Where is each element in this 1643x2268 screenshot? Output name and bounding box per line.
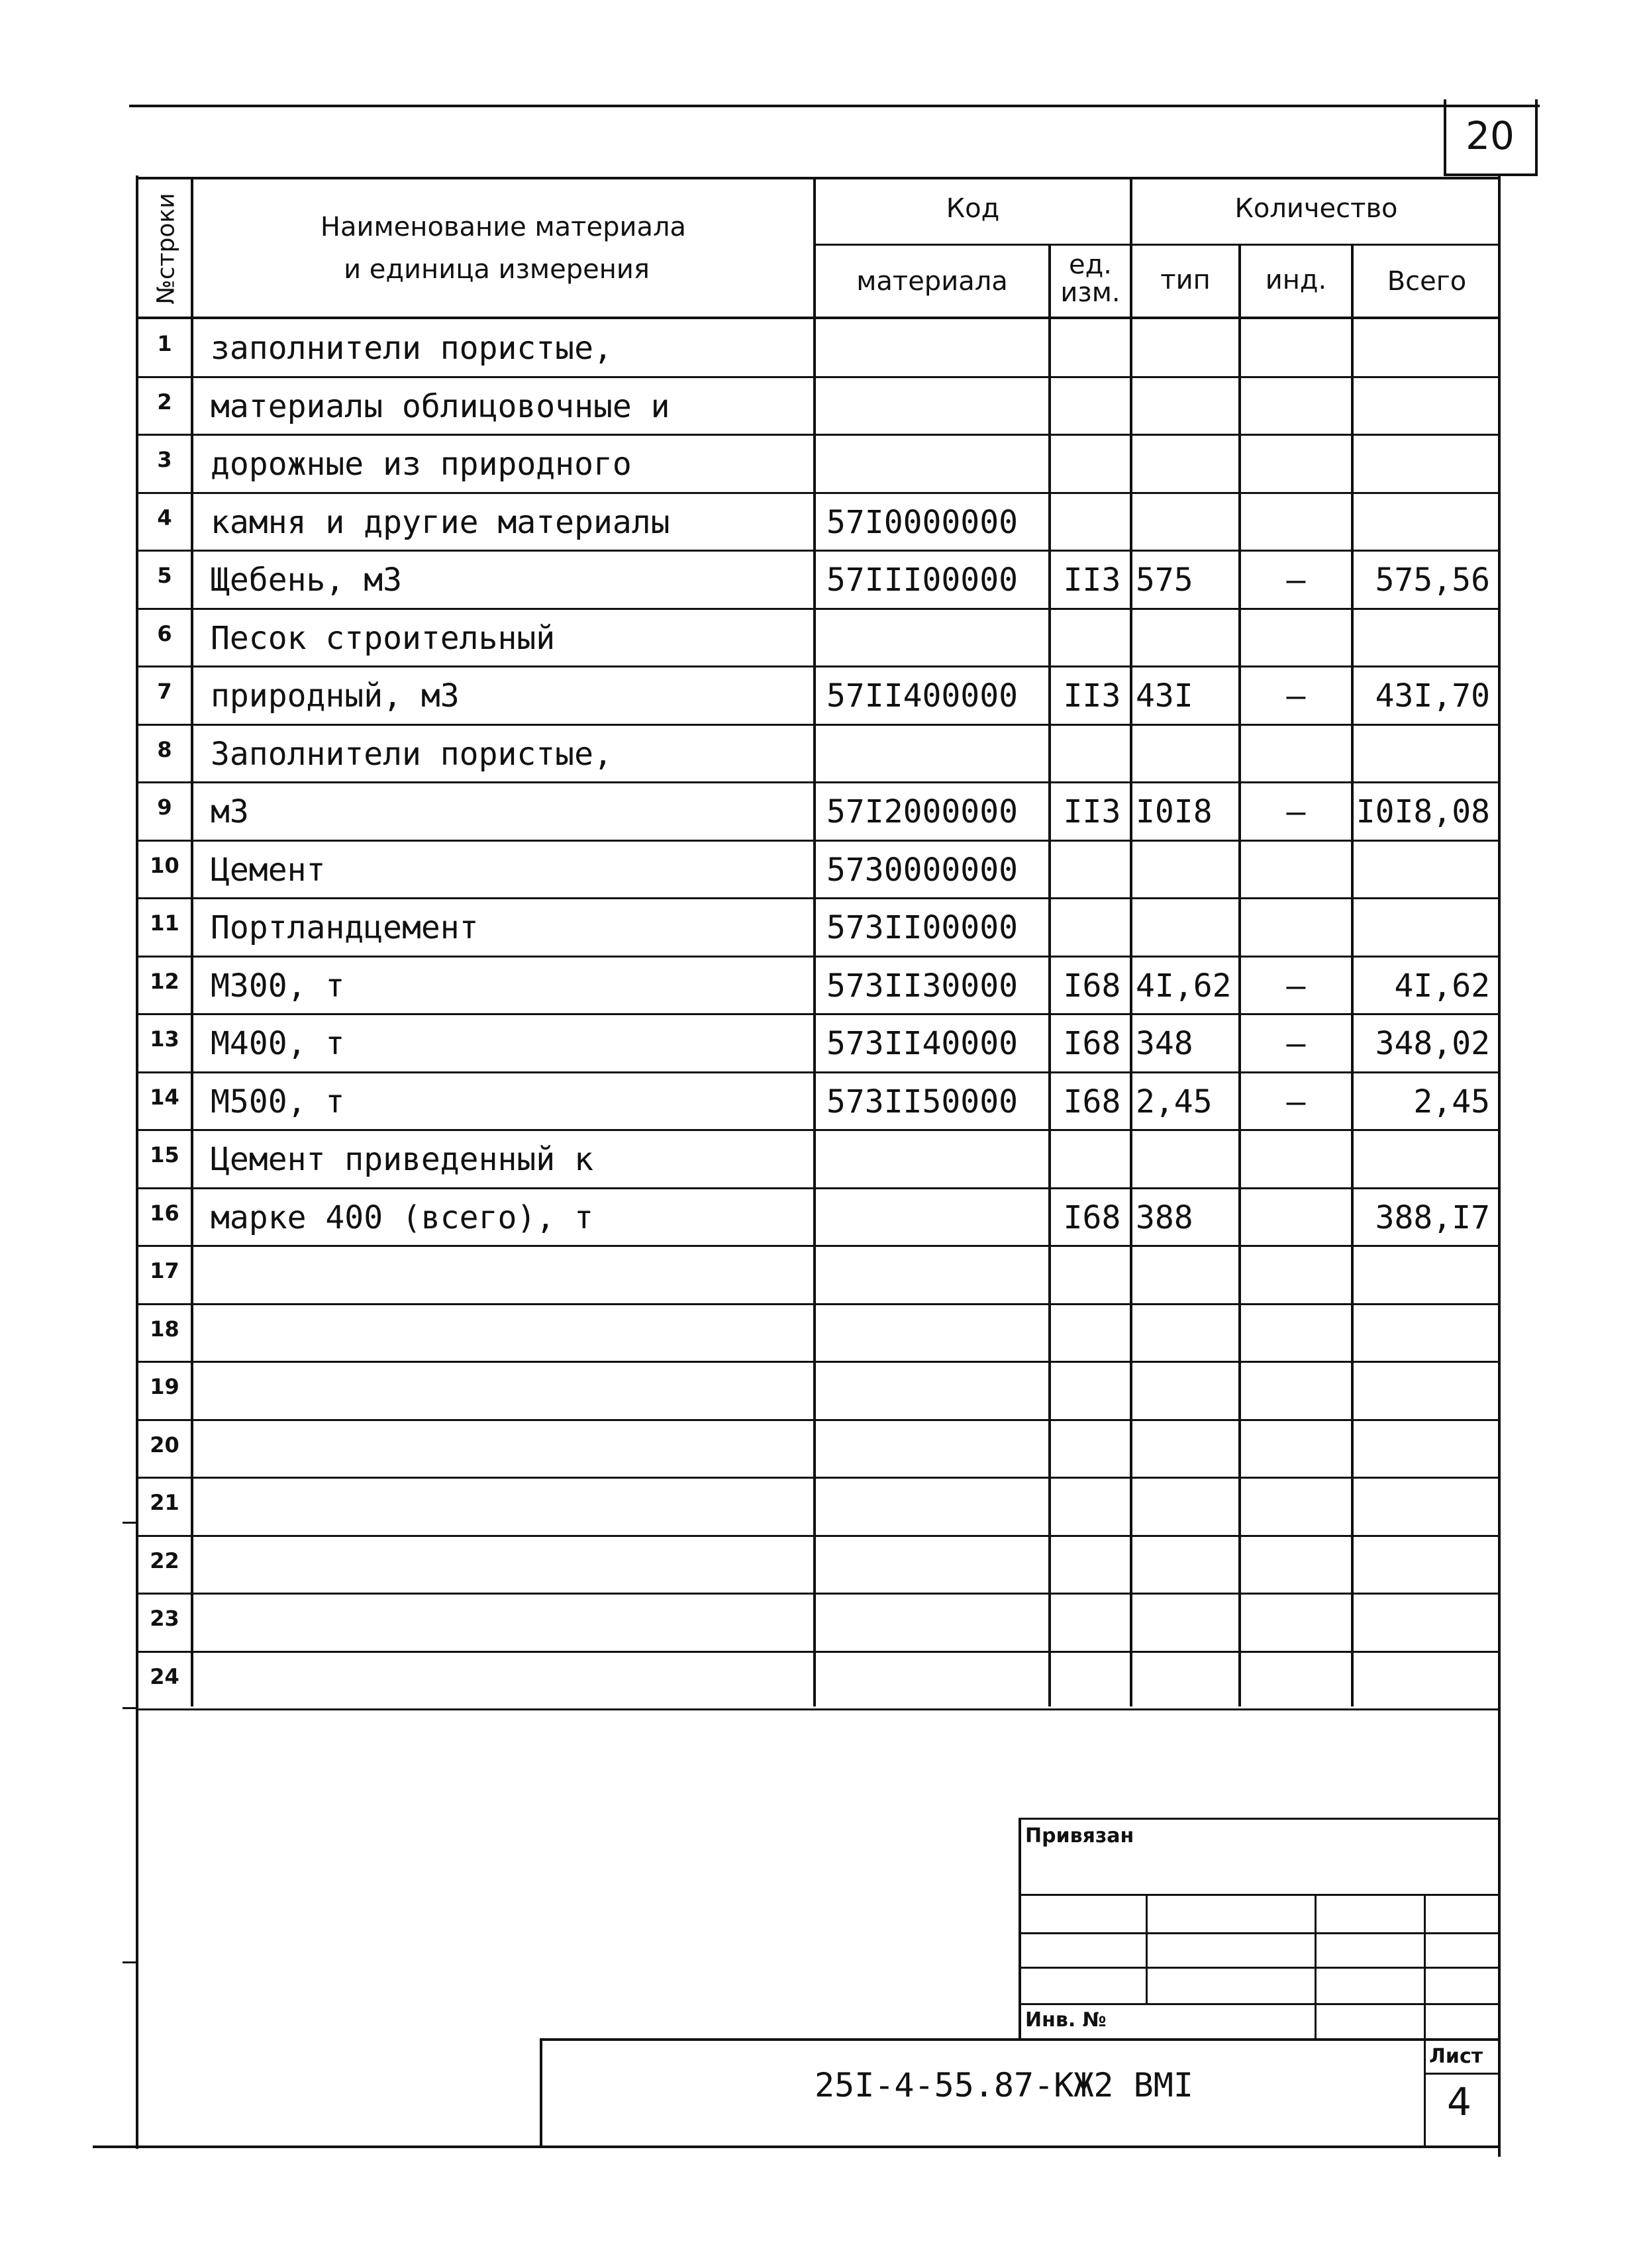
material-name-cell: м3 <box>211 793 249 830</box>
sheet-box-mid <box>1424 2073 1500 2075</box>
type-quantity-cell: 4I,62 <box>1136 967 1232 1005</box>
row-number-cell: 13 <box>150 1026 179 1052</box>
margin-tick-2 <box>123 1707 138 1709</box>
unit-code-cell <box>1054 841 1130 899</box>
title-block-top <box>540 2038 1500 2041</box>
unit-code-cell <box>1054 1652 1130 1710</box>
document-code: 25I-4-55.87-КЖ2 ВМI <box>815 2066 1193 2104</box>
material-code-cell: 573II40000 <box>826 1025 1018 1062</box>
type-quantity-cell: 388 <box>1136 1199 1193 1236</box>
stamp-frame-left <box>1019 1818 1021 2040</box>
material-code-cell: 573II00000 <box>826 909 1018 946</box>
material-code-cell <box>826 1652 1048 1710</box>
ind-quantity-cell: – <box>1286 1083 1306 1120</box>
type-quantity-cell: 575 <box>1136 562 1193 599</box>
material-name-cell <box>211 1652 810 1710</box>
ind-quantity-cell <box>1241 1305 1351 1363</box>
material-name-cell: М300, т <box>211 967 345 1005</box>
ind-quantity-cell <box>1241 1130 1351 1189</box>
frame-right-line <box>1498 173 1501 2157</box>
ind-quantity-cell <box>1241 609 1351 667</box>
material-name-cell <box>211 1305 810 1363</box>
material-name-cell: дорожные из природного <box>211 446 632 483</box>
material-name-cell <box>211 1478 810 1536</box>
type-quantity-cell: I0I8 <box>1136 793 1213 830</box>
margin-tick-3 <box>123 1961 138 1963</box>
total-header: Всего <box>1387 266 1467 297</box>
unit-code-cell <box>1054 1305 1130 1363</box>
total-quantity-cell <box>1354 1362 1498 1420</box>
header-mid-line <box>815 244 1500 246</box>
ind-quantity-cell <box>1241 1246 1351 1305</box>
row-number-cell: 1 <box>157 331 172 356</box>
total-quantity-cell <box>1354 1130 1498 1189</box>
stamp-line-2 <box>1019 1932 1500 1934</box>
total-quantity-cell <box>1354 899 1498 957</box>
ind-quantity-cell <box>1241 899 1351 957</box>
stamp-vline-2 <box>1315 1894 1317 2040</box>
total-quantity-cell <box>1354 725 1498 783</box>
stamp-vline-1 <box>1146 1894 1148 2003</box>
ind-quantity-cell <box>1241 1189 1351 1247</box>
sheet-number: 4 <box>1447 2079 1471 2124</box>
material-code-cell <box>826 1246 1048 1305</box>
row-number-cell: 19 <box>150 1374 179 1399</box>
material-name-cell: Песок строительный <box>211 619 556 657</box>
material-code-cell: 573II30000 <box>826 967 1018 1005</box>
type-quantity-cell <box>1136 899 1238 957</box>
ind-quantity-cell: – <box>1286 793 1306 830</box>
row-number-cell: 7 <box>157 679 172 704</box>
unit-header-line1: ед. <box>1069 250 1112 280</box>
type-quantity-cell <box>1136 1246 1238 1305</box>
type-quantity-cell: 43I <box>1136 677 1193 715</box>
ind-quantity-cell <box>1241 1594 1351 1652</box>
row-number-cell: 9 <box>157 795 172 820</box>
row-number-cell: 18 <box>150 1316 179 1342</box>
type-quantity-cell <box>1136 1362 1238 1420</box>
unit-code-cell: I68 <box>1063 1083 1121 1120</box>
row-number-header: №строки <box>152 192 180 305</box>
ind-quantity-cell: – <box>1286 677 1306 715</box>
material-code-cell <box>826 1130 1048 1189</box>
row-number-cell: 22 <box>150 1548 179 1573</box>
col-line-code <box>1048 244 1051 1706</box>
unit-code-cell: II3 <box>1063 793 1121 830</box>
unit-code-cell: I68 <box>1063 967 1121 1005</box>
ind-quantity-cell: – <box>1286 562 1306 599</box>
type-header: тип <box>1160 265 1211 295</box>
ind-quantity-cell <box>1241 493 1351 552</box>
total-quantity-cell: 4I,62 <box>1394 967 1490 1005</box>
row-number-cell: 10 <box>150 852 179 878</box>
total-quantity-cell <box>1354 1246 1498 1305</box>
type-quantity-cell <box>1136 1478 1238 1536</box>
name-header-line1: Наименование материала <box>320 212 687 242</box>
page-number: 20 <box>1466 113 1515 158</box>
material-name-cell <box>211 1246 810 1305</box>
row-number-cell: 23 <box>150 1606 179 1631</box>
ind-quantity-cell <box>1241 377 1351 436</box>
total-quantity-cell <box>1354 1652 1498 1710</box>
material-code-cell: 57I2000000 <box>826 793 1018 830</box>
row-number-cell: 24 <box>150 1663 179 1689</box>
total-quantity-cell <box>1354 841 1498 899</box>
material-code-cell: 5730000000 <box>826 851 1018 889</box>
material-name-cell: природный, м3 <box>211 677 460 715</box>
material-code-cell <box>826 377 1048 436</box>
row-number-cell: 4 <box>157 505 172 530</box>
frame-bottom-line <box>93 2145 1501 2148</box>
row-number-cell: 21 <box>150 1490 179 1515</box>
row-number-cell: 2 <box>157 389 172 415</box>
row-number-cell: 3 <box>157 447 172 472</box>
total-quantity-cell <box>1354 435 1498 493</box>
material-code-cell <box>826 725 1048 783</box>
material-code-cell <box>826 1536 1048 1595</box>
inv-number-label: Инв. № <box>1025 2008 1107 2032</box>
unit-code-cell <box>1054 493 1130 552</box>
total-quantity-cell <box>1354 1594 1498 1652</box>
material-name-cell <box>211 1594 810 1652</box>
page-number-box-bottom <box>1444 173 1538 176</box>
unit-code-cell <box>1054 1246 1130 1305</box>
material-name-cell: Заполнители пористые, <box>211 735 613 773</box>
unit-code-cell <box>1054 725 1130 783</box>
margin-tick-1 <box>123 1522 138 1524</box>
type-quantity-cell <box>1136 1420 1238 1479</box>
quantity-header: Количество <box>1234 193 1398 224</box>
unit-code-cell <box>1054 1420 1130 1479</box>
material-code-cell <box>826 1594 1048 1652</box>
privyazan-label: Привязан <box>1025 1824 1134 1848</box>
material-code-cell: 57III00000 <box>826 562 1018 599</box>
material-name-cell: Портландцемент <box>211 909 479 946</box>
unit-code-cell <box>1054 377 1130 436</box>
total-quantity-cell <box>1354 493 1498 552</box>
material-name-cell: марке 400 (всего), т <box>211 1199 593 1236</box>
total-quantity-cell: 348,02 <box>1375 1025 1490 1062</box>
stamp-line-1 <box>1019 1894 1500 1896</box>
row-number-cell: 8 <box>157 736 172 762</box>
unit-code-cell: II3 <box>1063 562 1121 599</box>
total-quantity-cell: 575,56 <box>1375 562 1490 599</box>
type-quantity-cell <box>1136 1130 1238 1189</box>
material-name-cell: материалы облицовочные и <box>211 387 670 425</box>
ind-quantity-cell <box>1241 319 1351 377</box>
ind-header: инд. <box>1265 265 1327 295</box>
material-code-cell <box>826 435 1048 493</box>
material-name-cell: Щебень, м3 <box>211 562 402 599</box>
unit-code-cell: II3 <box>1063 677 1121 715</box>
material-code-cell <box>826 609 1048 667</box>
title-block-left <box>540 2038 542 2147</box>
type-quantity-cell <box>1136 377 1238 436</box>
row-number-cell: 11 <box>150 911 179 936</box>
unit-code-cell <box>1054 319 1130 377</box>
material-name-cell <box>211 1362 810 1420</box>
total-quantity-cell: 2,45 <box>1413 1083 1490 1120</box>
material-name-cell: Цемент приведенный к <box>211 1141 593 1178</box>
total-quantity-cell <box>1354 609 1498 667</box>
ind-quantity-cell <box>1241 1420 1351 1479</box>
material-name-cell <box>211 1536 810 1595</box>
material-name-cell: заполнители пористые, <box>211 330 613 367</box>
type-quantity-cell <box>1136 1536 1238 1595</box>
material-code-cell <box>826 1305 1048 1363</box>
header-top-line <box>136 177 1500 179</box>
unit-code-cell <box>1054 435 1130 493</box>
unit-code-cell <box>1054 609 1130 667</box>
material-name-cell: камня и другие материалы <box>211 503 670 541</box>
material-name-cell: М400, т <box>211 1025 345 1062</box>
type-quantity-cell <box>1136 1652 1238 1710</box>
material-code-cell <box>826 1362 1048 1420</box>
stamp-line-3 <box>1019 1967 1500 1969</box>
unit-code-cell <box>1054 1478 1130 1536</box>
unit-code-cell <box>1054 1130 1130 1189</box>
material-code-cell <box>826 1420 1048 1479</box>
row-number-cell: 14 <box>150 1084 179 1110</box>
ind-quantity-cell <box>1241 1362 1351 1420</box>
ind-quantity-cell <box>1241 725 1351 783</box>
material-code-cell <box>826 1189 1048 1247</box>
total-quantity-cell <box>1354 1536 1498 1595</box>
stamp-frame-top <box>1019 1818 1500 1820</box>
ind-quantity-cell <box>1241 435 1351 493</box>
material-name-cell: Цемент <box>211 851 326 889</box>
total-quantity-cell: 43I,70 <box>1375 677 1490 715</box>
type-quantity-cell <box>1136 435 1238 493</box>
total-quantity-cell <box>1354 1305 1498 1363</box>
total-quantity-cell <box>1354 1478 1498 1536</box>
total-quantity-cell: 388,I7 <box>1375 1199 1490 1236</box>
name-header-line2: и единица измерения <box>344 254 650 285</box>
material-code-cell: 573II50000 <box>826 1083 1018 1120</box>
material-code-cell <box>826 1478 1048 1536</box>
ind-quantity-cell: – <box>1286 967 1306 1005</box>
row-number-cell: 6 <box>157 620 172 646</box>
ind-quantity-cell <box>1241 1652 1351 1710</box>
ind-quantity-cell <box>1241 1536 1351 1595</box>
unit-code-cell <box>1054 1594 1130 1652</box>
ind-quantity-cell <box>1241 841 1351 899</box>
type-quantity-cell <box>1136 841 1238 899</box>
row-number-cell: 16 <box>150 1200 179 1226</box>
stamp-vline-3 <box>1424 1894 1426 2145</box>
material-code-cell: 57I0000000 <box>826 503 1018 541</box>
row-number-cell: 17 <box>150 1258 179 1283</box>
row-number-cell: 20 <box>150 1432 179 1457</box>
material-header: материала <box>856 266 1008 297</box>
total-quantity-cell <box>1354 377 1498 436</box>
sheet-label: Лист <box>1429 2045 1483 2068</box>
type-quantity-cell <box>1136 493 1238 552</box>
row-number-cell: 5 <box>157 563 172 588</box>
total-quantity-cell <box>1354 1420 1498 1479</box>
unit-code-cell <box>1054 1536 1130 1595</box>
material-name-cell <box>211 1420 810 1479</box>
type-quantity-cell: 2,45 <box>1136 1083 1213 1120</box>
top-border-line <box>129 105 1540 107</box>
unit-code-cell: I68 <box>1063 1199 1121 1236</box>
stamp-line-4 <box>1019 2003 1500 2005</box>
type-quantity-cell <box>1136 319 1238 377</box>
material-code-cell: 57II400000 <box>826 677 1018 715</box>
type-quantity-cell <box>1136 725 1238 783</box>
unit-header-line2: изм. <box>1060 277 1120 308</box>
material-name-cell: М500, т <box>211 1083 345 1120</box>
material-code-cell <box>826 319 1048 377</box>
row-number-cell: 12 <box>150 968 179 994</box>
type-quantity-cell <box>1136 609 1238 667</box>
ind-quantity-cell: – <box>1286 1025 1306 1062</box>
unit-code-cell <box>1054 1362 1130 1420</box>
type-quantity-cell <box>1136 1305 1238 1363</box>
unit-code-cell: I68 <box>1063 1025 1121 1062</box>
type-quantity-cell <box>1136 1594 1238 1652</box>
total-quantity-cell: I0I8,08 <box>1356 793 1490 830</box>
code-header: Код <box>946 193 1000 224</box>
ind-quantity-cell <box>1241 1478 1351 1536</box>
total-quantity-cell <box>1354 319 1498 377</box>
row-number-cell: 15 <box>150 1142 179 1167</box>
unit-code-cell <box>1054 899 1130 957</box>
type-quantity-cell: 348 <box>1136 1025 1193 1062</box>
